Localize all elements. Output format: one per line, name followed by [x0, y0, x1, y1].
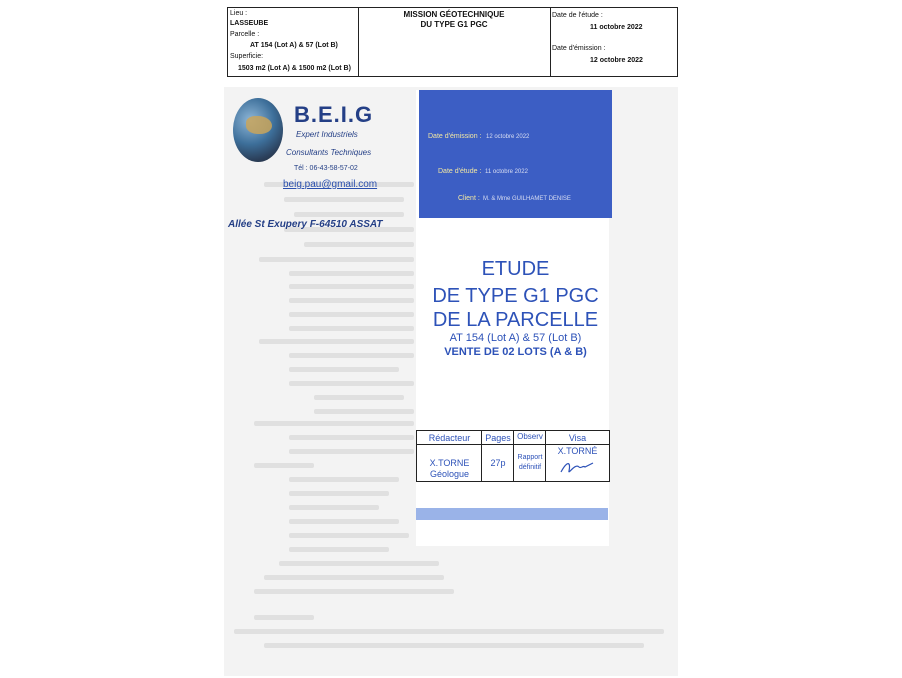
lieu-label: Lieu :: [230, 10, 248, 17]
dates-cell: [550, 8, 677, 76]
company-name: B.E.I.G: [294, 102, 374, 127]
cover-bottom-stripe: [416, 508, 608, 520]
col-visa-header: Visa: [568, 433, 587, 443]
col-redacteur-header: Rédacteur: [428, 433, 471, 443]
superficie-value: 1503 m2 (Lot A) & 1500 m2 (Lot B): [238, 65, 351, 72]
cover-title-line3: DE LA PARCELLE: [432, 309, 599, 331]
cover-title-line4: AT 154 (Lot A) & 57 (Lot B): [449, 332, 582, 344]
signature-table: [416, 430, 610, 482]
date-emission-label: Date d'émission :: [552, 45, 606, 52]
mission-cell: [358, 8, 551, 76]
lieu-value: LASSEUBE: [230, 20, 269, 27]
date-etude-value: 11 octobre 2022: [590, 24, 643, 31]
company-address: Allée St Exupery F-64510 ASSAT: [228, 219, 383, 230]
cover-emission-value: 12 octobre 2022: [486, 134, 530, 140]
cover-client-value: M. & Mme GUILHAMET DENISE: [483, 196, 571, 202]
mission-line2: DU TYPE G1 PGC: [420, 20, 488, 29]
cover-etude-value: 11 octobre 2022: [485, 169, 528, 175]
company-phone: Tél : 06-43-58-57-02: [294, 165, 358, 172]
redacteur-value: X.TORNE Géologue: [429, 458, 470, 479]
cover-info-panel: [419, 90, 612, 218]
date-emission-value: 12 octobre 2022: [590, 57, 643, 64]
handwritten-signature-icon: [559, 457, 595, 477]
cover-title-line5: VENTE DE 02 LOTS (A & B): [444, 346, 587, 358]
globe-land-shape: [246, 116, 272, 134]
cover-title-line1: ETUDE: [481, 258, 550, 280]
mission-line1: MISSION GÉOTECHNIQUE: [403, 10, 505, 19]
cover-title-line2: DE TYPE G1 PGC: [432, 285, 599, 307]
parcelle-value: AT 154 (Lot A) & 57 (Lot B): [250, 42, 338, 49]
cover-etude-label: Date d'étude :: [438, 168, 482, 175]
visa-value: X.TORNÉ: [557, 446, 598, 456]
company-tagline-1: Expert Industriels: [296, 130, 358, 139]
location-cell: [228, 8, 359, 76]
header-table: [227, 7, 678, 77]
cover-client-label: Client :: [458, 195, 480, 202]
observ-value: Rapport définitif: [517, 454, 543, 471]
col-pages-header: Pages: [485, 433, 511, 443]
pages-value: 27p: [490, 458, 506, 468]
company-email-link[interactable]: beig.pau@gmail.com: [283, 179, 378, 190]
parcelle-label: Parcelle :: [230, 31, 260, 38]
company-tagline-2: Consultants Techniques: [286, 148, 372, 157]
superficie-label: Superficie:: [230, 53, 264, 60]
date-etude-label: Date de l'étude :: [552, 12, 603, 19]
col-observ-header: Observ: [517, 432, 543, 441]
cover-emission-label: Date d'émission :: [428, 133, 482, 140]
